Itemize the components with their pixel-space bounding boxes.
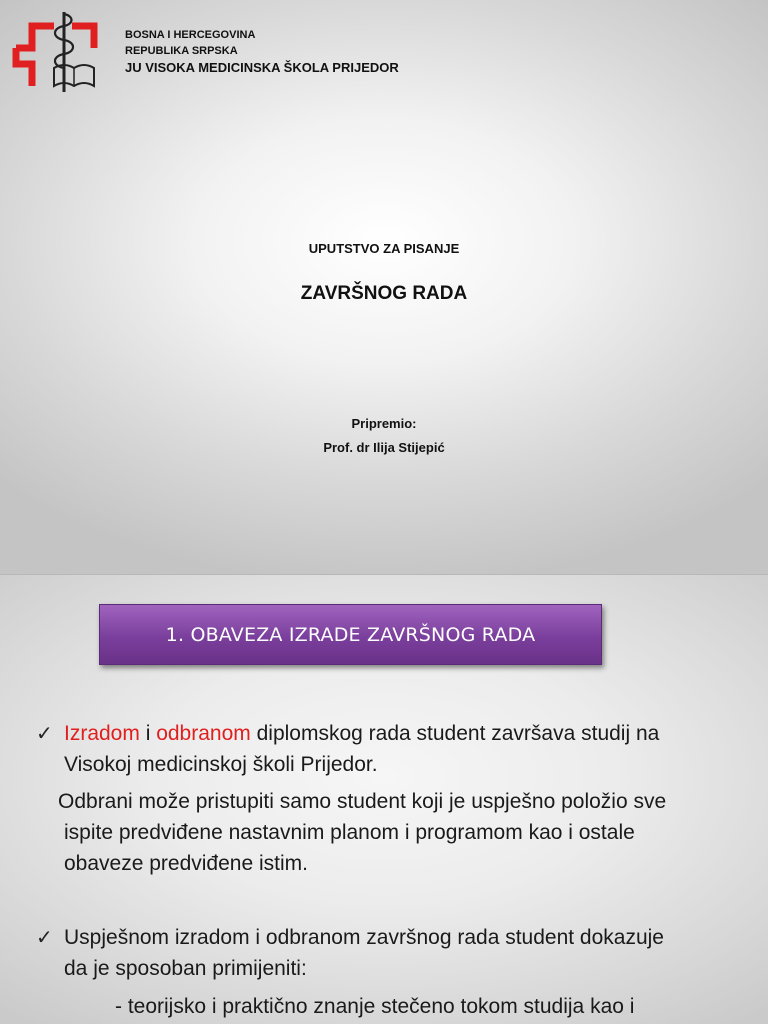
- section-banner: 1. OBAVEZA IZRADE ZAVRŠNOG RADA: [99, 604, 602, 665]
- bullet2-line1: Uspješnom izradom i odbranom završnog rada student dokazuje: [64, 926, 664, 949]
- school-name: JU VISOKA MEDICINSKA ŠKOLA PRIJEDOR: [125, 60, 399, 75]
- entity-label: REPUBLIKA SRPSKA: [125, 45, 238, 57]
- prepared-by-label: Pripremio:: [351, 416, 417, 431]
- highlight-word: odbranom: [156, 722, 251, 745]
- paragraph-line3: obaveze predviđene istim.: [64, 852, 308, 875]
- paragraph-line2: ispite predviđene nastavnim planom i programom kao i ostale: [64, 821, 635, 844]
- institution-header: [125, 27, 399, 77]
- slide-subtitle: UPUTSTVO ZA PISANJE: [308, 241, 460, 256]
- bullet1-line1: [64, 718, 659, 749]
- slide-title: ZAVRŠNOG RADA: [300, 283, 468, 304]
- author-name: Prof. dr Ilija Stijepić: [323, 440, 445, 455]
- bullet1-rest: diplomskog rada student završava studij na: [250, 722, 660, 745]
- highlight-word: Izradom: [64, 722, 140, 745]
- connector-word: i: [139, 722, 157, 745]
- checkmark-icon: ✓: [36, 925, 53, 949]
- checkmark-icon: ✓: [36, 721, 53, 745]
- paragraph-line1: Odbrani može pristupiti samo student koji je uspješno položio sve: [58, 790, 667, 813]
- content-slide: [0, 575, 768, 1024]
- bullet2-line2: da je sposoban primijeniti:: [64, 957, 307, 980]
- bullet2-line3: - teorijsko i praktično znanje stečeno tokom studija kao i: [115, 995, 635, 1018]
- country-label: BOSNA I HERCEGOVINA: [125, 29, 256, 41]
- bullet1-line2: Visokoj medicinskoj školi Prijedor.: [64, 753, 378, 776]
- medical-school-logo-icon: [10, 6, 110, 96]
